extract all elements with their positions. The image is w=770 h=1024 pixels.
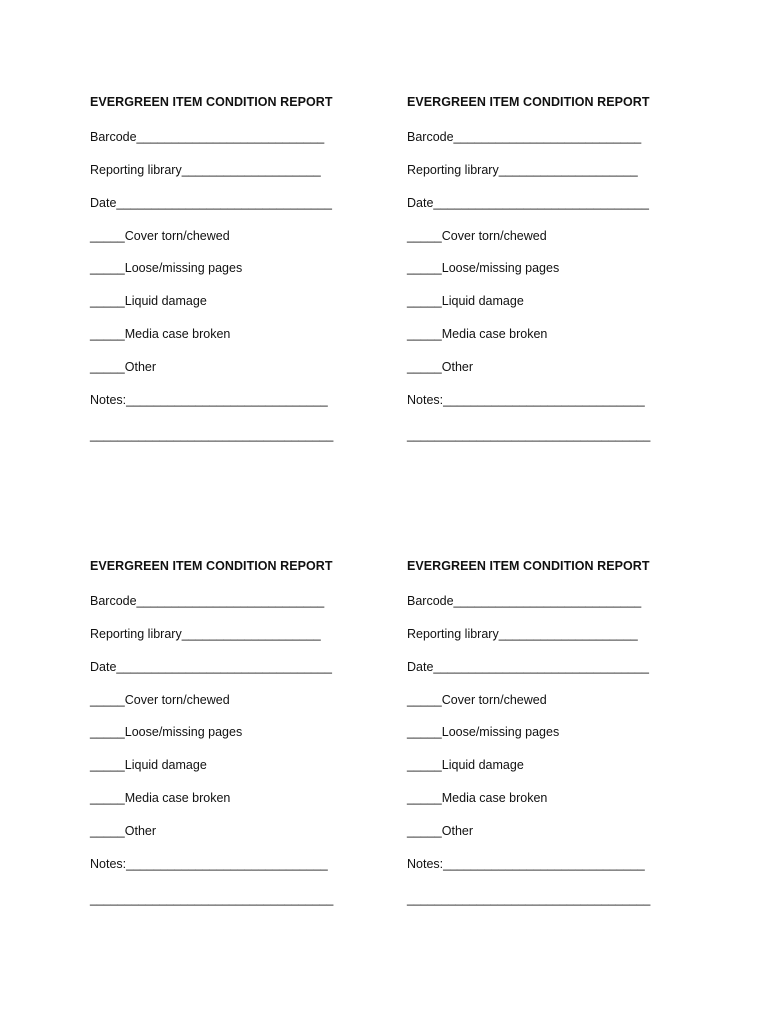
media-case-checkline: _____Media case broken	[90, 791, 231, 805]
loose-pages-checkline: _____Loose/missing pages	[90, 725, 243, 739]
notes-field: Notes:_____________________________	[90, 857, 328, 871]
reporting-library-field: Reporting library____________________	[407, 627, 638, 641]
loose-pages-checkline: _____Loose/missing pages	[407, 261, 560, 275]
form-title: EVERGREEN ITEM CONDITION REPORT	[90, 95, 333, 109]
liquid-damage-checkline: _____Liquid damage	[90, 758, 207, 772]
form-title: EVERGREEN ITEM CONDITION REPORT	[407, 559, 650, 573]
cover-torn-checkline: _____Cover torn/chewed	[407, 229, 547, 243]
media-case-checkline: _____Media case broken	[90, 327, 231, 341]
notes-blank-line: ___________________________________	[90, 892, 334, 906]
media-case-checkline: _____Media case broken	[407, 327, 548, 341]
cover-torn-checkline: _____Cover torn/chewed	[90, 693, 230, 707]
notes-blank-line: ___________________________________	[90, 428, 334, 442]
reporting-library-field: Reporting library____________________	[90, 163, 321, 177]
date-field: Date_______________________________	[90, 196, 332, 210]
reporting-library-field: Reporting library____________________	[90, 627, 321, 641]
other-checkline: _____Other	[90, 824, 157, 838]
date-field: Date_______________________________	[407, 660, 649, 674]
loose-pages-checkline: _____Loose/missing pages	[407, 725, 560, 739]
reporting-library-field: Reporting library____________________	[407, 163, 638, 177]
date-field: Date_______________________________	[407, 196, 649, 210]
notes-field: Notes:_____________________________	[90, 393, 328, 407]
barcode-field: Barcode___________________________	[90, 594, 325, 608]
liquid-damage-checkline: _____Liquid damage	[90, 294, 207, 308]
other-checkline: _____Other	[407, 360, 474, 374]
barcode-field: Barcode___________________________	[407, 594, 642, 608]
liquid-damage-checkline: _____Liquid damage	[407, 294, 524, 308]
other-checkline: _____Other	[407, 824, 474, 838]
notes-field: Notes:_____________________________	[407, 393, 645, 407]
notes-blank-line: ___________________________________	[407, 428, 651, 442]
notes-field: Notes:_____________________________	[407, 857, 645, 871]
barcode-field: Barcode___________________________	[90, 130, 325, 144]
form-title: EVERGREEN ITEM CONDITION REPORT	[90, 559, 333, 573]
date-field: Date_______________________________	[90, 660, 332, 674]
form-title: EVERGREEN ITEM CONDITION REPORT	[407, 95, 650, 109]
barcode-field: Barcode___________________________	[407, 130, 642, 144]
media-case-checkline: _____Media case broken	[407, 791, 548, 805]
cover-torn-checkline: _____Cover torn/chewed	[407, 693, 547, 707]
liquid-damage-checkline: _____Liquid damage	[407, 758, 524, 772]
cover-torn-checkline: _____Cover torn/chewed	[90, 229, 230, 243]
notes-blank-line: ___________________________________	[407, 892, 651, 906]
other-checkline: _____Other	[90, 360, 157, 374]
loose-pages-checkline: _____Loose/missing pages	[90, 261, 243, 275]
